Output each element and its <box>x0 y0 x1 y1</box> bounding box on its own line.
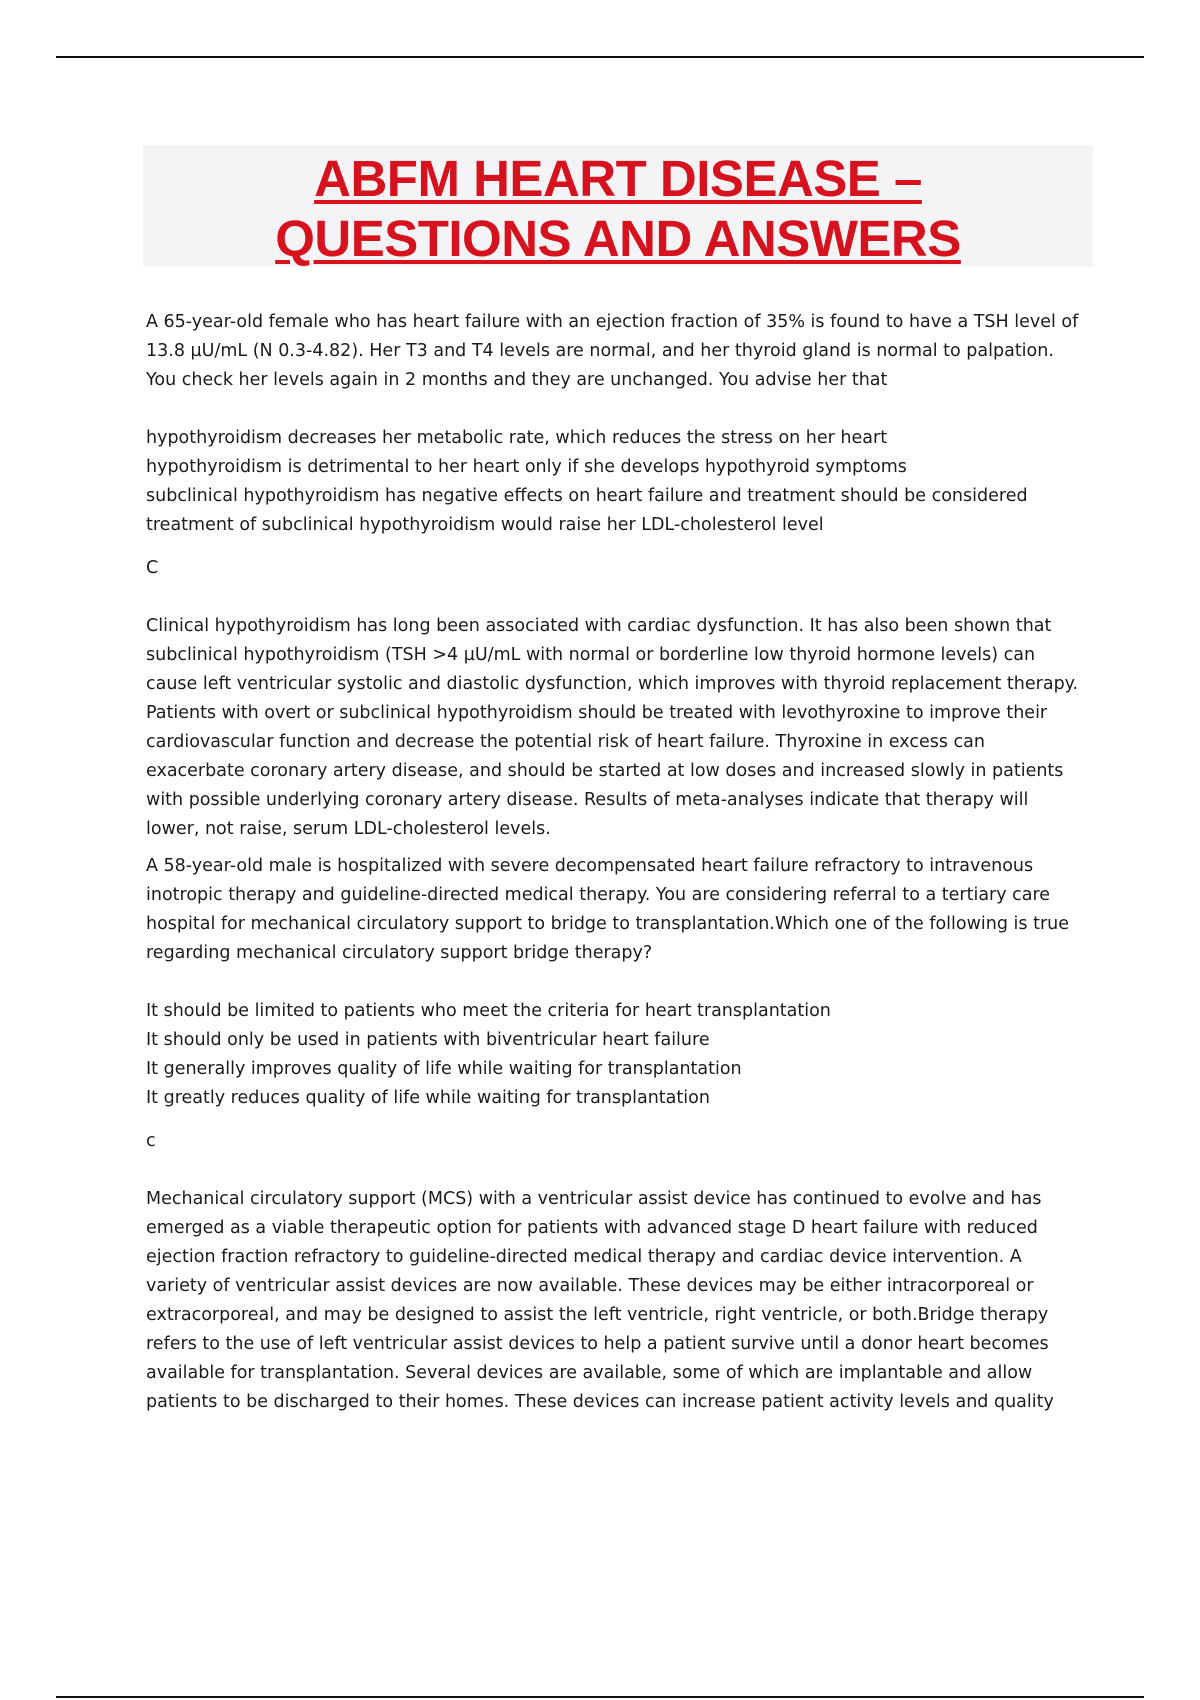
question-stem: A 58-year-old male is hospitalized with severe decompensated heart failure refractory to intravenous inotropic therapy and guideline-directed medical therapy. You are considering referral to a tertiary care hospital for mechanical circulatory support to bridge to transplantation.Which one of the following is true regarding mechanical circulatory support bridge therapy? <box>146 856 1070 963</box>
title-line-2: QUESTIONS AND ANSWERS <box>275 210 961 267</box>
option-a: It should be limited to patients who meet the criteria for heart transplantation <box>146 1001 831 1021</box>
option-d: It greatly reduces quality of life while waiting for transplantation <box>146 1088 710 1108</box>
option-d: treatment of subclinical hypothyroidism would raise her LDL-cholesterol level <box>146 515 824 535</box>
option-a: hypothyroidism decreases her metabolic rate, which reduces the stress on her heart <box>146 428 888 448</box>
question-2 <box>146 852 1082 1417</box>
option-c: subclinical hypothyroidism has negative effects on heart failure and treatment should be considered <box>146 486 1028 506</box>
option-c: It generally improves quality of life while waiting for transplantation <box>146 1059 742 1079</box>
answer-explanation: Mechanical circulatory support (MCS) with a ventricular assist device has continued to evolve and has emerged as a viable therapeutic option for patients with advanced stage D heart failure with reduced ejection fraction refractory to guideline-directed medical therapy and cardiac device intervention. A variety of ventricular assist devices are now available. These devices may be either intracorporeal or extracorporeal, and may be designed to assist the left ventricle, right ventricle, or both.Bridge therapy refers to the use of left ventricular assist devices to help a patient survive until a donor heart becomes available for transplantation. Several devices are available, some of which are implantable and allow patients to be discharged to their homes. These devices can increase patient activity levels and quality <box>146 1189 1054 1412</box>
title-banner <box>143 145 1093 267</box>
option-b: hypothyroidism is detrimental to her heart only if she develops hypothyroid symptoms <box>146 457 907 477</box>
answer-key: c <box>146 1131 156 1151</box>
document-title <box>143 145 1093 269</box>
question-stem: A 65-year-old female who has heart failure with an ejection fraction of 35% is found to have a TSH level of 13.8 µU/mL (N 0.3-4.82). Her T3 and T4 levels are normal, and her thyroid gland is normal to palpation. You check her levels again in 2 months and they are unchanged. You advise her that <box>146 312 1079 390</box>
option-b: It should only be used in patients with biventricular heart failure <box>146 1030 710 1050</box>
answer-options <box>146 424 1082 540</box>
answer-key: C <box>146 558 159 578</box>
answer-explanation: Clinical hypothyroidism has long been associated with cardiac dysfunction. It has also been shown that subclinical hypothyroidism (TSH >4 µU/mL with normal or borderline low thyroid hormone levels) can cause left ventricular systolic and diastolic dysfunction, which improves with thyroid replacement therapy. Patients with overt or subclinical hypothyroidism should be treated with levothyroxine to improve their cardiovascular function and decrease the potential risk of heart failure. Thyroxine in excess can exacerbate coronary artery disease, and should be started at low doses and increased slowly in patients with possible underlying coronary artery disease. Results of meta-analyses indicate that therapy will lower, not raise, serum LDL-cholesterol levels. <box>146 616 1079 839</box>
title-line-1: ABFM HEART DISEASE – <box>314 150 922 207</box>
bottom-rule <box>56 1696 1144 1698</box>
question-1 <box>146 308 1082 844</box>
answer-options <box>146 997 1082 1113</box>
document-body <box>146 308 1082 1417</box>
top-rule <box>56 56 1144 58</box>
